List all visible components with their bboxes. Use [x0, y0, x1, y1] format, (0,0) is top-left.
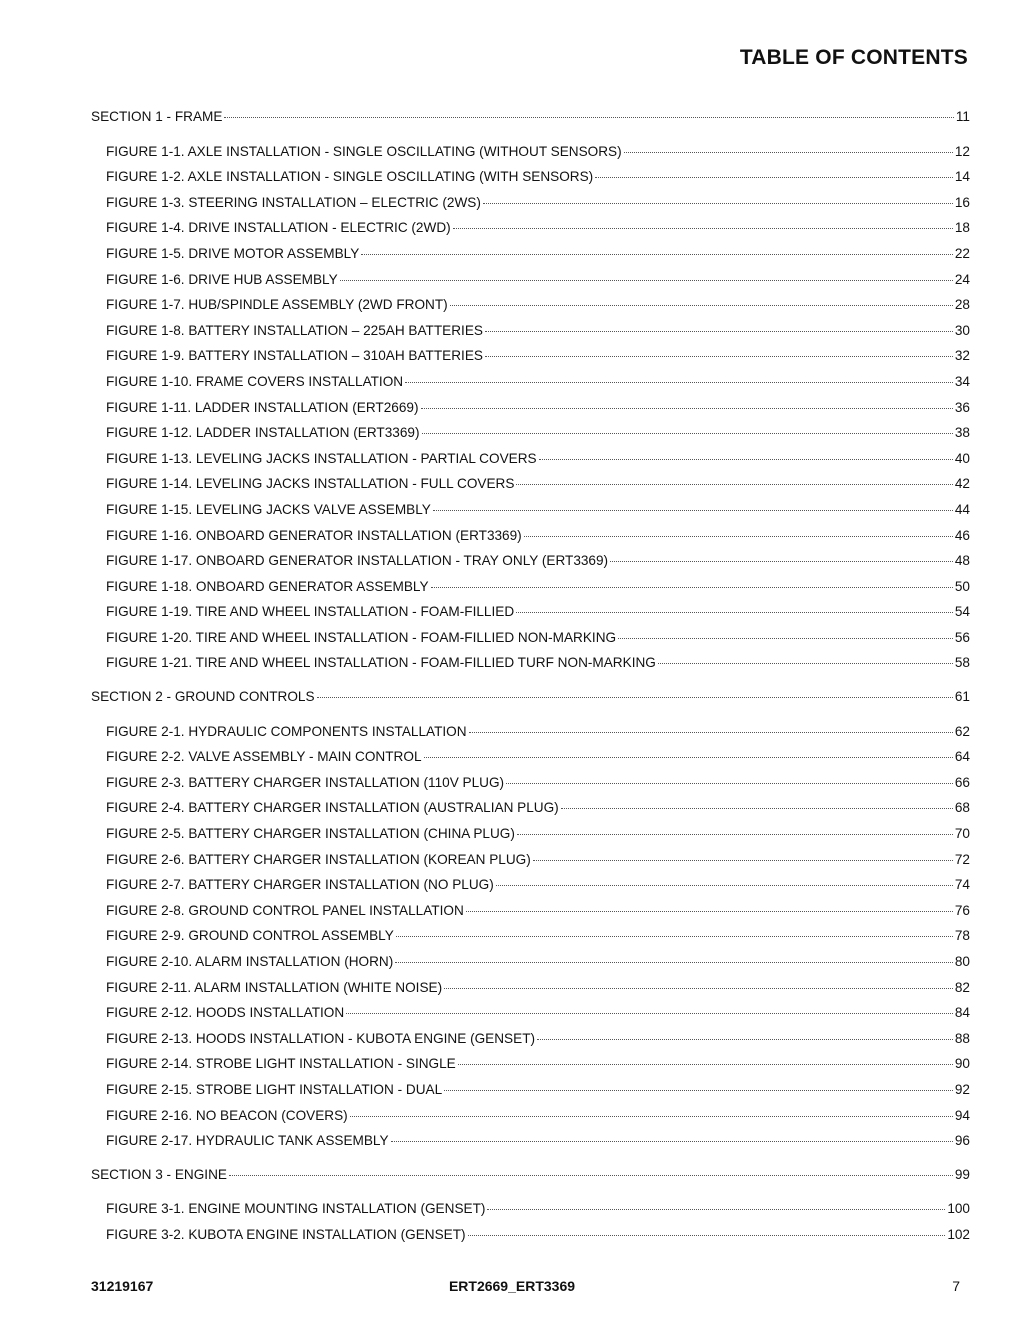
- toc-entry-label: FIGURE 2-3. BATTERY CHARGER INSTALLATION (110V PLUG): [106, 774, 505, 790]
- toc-figure-entry[interactable]: [91, 295, 970, 321]
- toc-entry-label: FIGURE 3-1. ENGINE MOUNTING INSTALLATION (GENSET): [106, 1201, 486, 1217]
- toc-figure-entry[interactable]: [91, 167, 970, 193]
- toc-entry-page-number: 102: [947, 1226, 970, 1242]
- dot-leader: [424, 757, 953, 758]
- dot-leader: [485, 356, 953, 357]
- toc-entry-page-number: 11: [955, 109, 970, 124]
- toc-entry-label: FIGURE 1-21. TIRE AND WHEEL INSTALLATION - FOAM-FILLIED TURF NON-MARKING: [106, 655, 656, 671]
- toc-figure-entry[interactable]: [91, 1225, 970, 1251]
- toc-entry-page-number: 80: [954, 954, 970, 969]
- dot-leader: [458, 1064, 953, 1065]
- toc-entry-label: FIGURE 1-6. DRIVE HUB ASSEMBLY: [106, 271, 338, 287]
- toc-figure-entry[interactable]: [91, 500, 970, 526]
- toc-entry-label: FIGURE 1-19. TIRE AND WHEEL INSTALLATION - FOAM-FILLIED: [106, 604, 515, 620]
- toc-figure-entry[interactable]: [91, 577, 970, 603]
- toc-entry-page-number: 30: [954, 322, 970, 338]
- dot-leader: [444, 988, 953, 989]
- toc-entry-label: FIGURE 1-10. FRAME COVERS INSTALLATION: [106, 373, 404, 389]
- toc-entry-label: FIGURE 1-17. ONBOARD GENERATOR INSTALLATION - TRAY ONLY (ERT3369): [106, 553, 609, 569]
- toc-figure-entry[interactable]: [91, 978, 970, 1004]
- toc-entry-page-number: 44: [954, 501, 970, 517]
- dot-leader: [517, 834, 953, 835]
- dot-leader: [624, 152, 953, 153]
- toc-entry-label: FIGURE 2-7. BATTERY CHARGER INSTALLATION (NO PLUG): [106, 877, 494, 893]
- toc-entry-label: FIGURE 1-12. LADDER INSTALLATION (ERT3369): [106, 425, 420, 441]
- dot-leader: [483, 203, 953, 204]
- toc-entry-page-number: 99: [954, 1166, 970, 1182]
- dot-leader: [431, 587, 953, 588]
- toc-figure-entry[interactable]: [91, 1080, 970, 1106]
- dot-leader: [468, 1235, 946, 1236]
- dot-leader: [346, 1013, 953, 1014]
- toc-entry-label: FIGURE 2-9. GROUND CONTROL ASSEMBLY: [106, 928, 394, 944]
- toc-figure-entry[interactable]: [91, 1029, 970, 1055]
- toc-figure-entry[interactable]: [91, 628, 970, 654]
- toc-entry-label: FIGURE 2-16. NO BEACON (COVERS): [106, 1107, 348, 1123]
- footer-doc-number: 31219167: [91, 1278, 154, 1294]
- dot-leader: [340, 280, 953, 281]
- toc-figure-entry[interactable]: [91, 142, 970, 168]
- toc-entry-page-number: 56: [954, 629, 970, 645]
- toc-entry-page-number: 66: [954, 774, 970, 790]
- toc-entry-label: FIGURE 1-14. LEVELING JACKS INSTALLATION - FULL COVERS: [106, 476, 515, 492]
- toc-figure-entry[interactable]: [91, 722, 970, 748]
- toc-figure-entry[interactable]: [91, 372, 970, 398]
- toc-entry-label: FIGURE 2-17. HYDRAULIC TANK ASSEMBLY: [106, 1133, 389, 1149]
- toc-entry-page-number: 70: [954, 826, 970, 842]
- toc-figure-entry[interactable]: [91, 449, 970, 475]
- dot-leader: [361, 254, 953, 255]
- dot-leader: [516, 484, 952, 485]
- dot-leader: [595, 177, 953, 178]
- toc-entry-label: FIGURE 1-18. ONBOARD GENERATOR ASSEMBLY: [106, 578, 429, 594]
- toc-entry-page-number: 76: [954, 902, 970, 918]
- toc-entry-label: FIGURE 1-7. HUB/SPINDLE ASSEMBLY (2WD FRONT): [106, 297, 448, 313]
- toc-entry-page-number: 62: [954, 723, 970, 739]
- toc-figure-entry[interactable]: [91, 244, 970, 270]
- toc-entry-page-number: 40: [954, 450, 970, 466]
- toc-entry-label: SECTION 1 - FRAME: [91, 109, 223, 124]
- toc-entry-label: FIGURE 2-13. HOODS INSTALLATION - KUBOTA ENGINE (GENSET): [106, 1030, 536, 1046]
- dot-leader: [516, 612, 953, 613]
- toc-entry-page-number: 36: [954, 399, 970, 415]
- toc-entry-page-number: 74: [954, 877, 970, 893]
- toc-entry-page-number: 54: [954, 604, 970, 620]
- toc-entry-label: FIGURE 1-9. BATTERY INSTALLATION – 310AH BATTERIES: [106, 348, 483, 364]
- toc-figure-entry[interactable]: [91, 1131, 970, 1157]
- dot-leader: [506, 783, 953, 784]
- dot-leader: [422, 433, 953, 434]
- toc-figure-entry[interactable]: [91, 218, 970, 244]
- toc-entry-label: FIGURE 2-6. BATTERY CHARGER INSTALLATION (KOREAN PLUG): [106, 851, 531, 867]
- toc-figure-entry[interactable]: [91, 1054, 970, 1080]
- toc-figure-entry[interactable]: [91, 526, 970, 552]
- toc-entry-page-number: 14: [954, 169, 970, 185]
- toc-figure-entry[interactable]: [91, 321, 970, 347]
- toc-entry-page-number: 92: [954, 1081, 970, 1097]
- dot-leader: [444, 1090, 953, 1091]
- toc-section-entry[interactable]: [91, 687, 970, 713]
- toc-figure-entry[interactable]: [91, 952, 970, 978]
- toc-figure-entry[interactable]: [91, 850, 970, 876]
- dot-leader: [658, 663, 953, 664]
- toc-entry-page-number: 34: [954, 373, 970, 389]
- toc-entry-label: FIGURE 1-4. DRIVE INSTALLATION - ELECTRIC (2WD): [106, 220, 451, 236]
- dot-leader: [524, 536, 953, 537]
- toc-figure-entry[interactable]: [91, 270, 970, 296]
- toc-entry-page-number: 88: [954, 1030, 970, 1046]
- toc-entry-page-number: 46: [954, 527, 970, 543]
- toc-entry-label: FIGURE 2-4. BATTERY CHARGER INSTALLATION (AUSTRALIAN PLUG): [106, 800, 559, 816]
- toc-entry-page-number: 38: [954, 425, 970, 441]
- toc-entry-page-number: 90: [954, 1056, 970, 1072]
- dot-leader: [496, 885, 953, 886]
- toc-entry-page-number: 84: [954, 1005, 970, 1021]
- toc-figure-entry[interactable]: [91, 798, 970, 824]
- dot-leader: [466, 911, 953, 912]
- page-title: TABLE OF CONTENTS: [739, 46, 968, 69]
- dot-leader: [450, 305, 953, 306]
- toc-entry-label: FIGURE 1-11. LADDER INSTALLATION (ERT2669): [106, 399, 419, 415]
- toc-entry-label: FIGURE 1-16. ONBOARD GENERATOR INSTALLATION (ERT3369): [106, 527, 522, 543]
- toc-entry-page-number: 58: [954, 655, 970, 671]
- toc-figure-entry[interactable]: [91, 747, 970, 773]
- toc-entry-label: FIGURE 1-8. BATTERY INSTALLATION – 225AH BATTERIES: [106, 322, 483, 338]
- dot-leader: [487, 1209, 945, 1210]
- toc-entry-page-number: 94: [954, 1107, 970, 1123]
- toc-entry-label: FIGURE 1-1. AXLE INSTALLATION - SINGLE OSCILLATING (WITHOUT SENSORS): [106, 143, 622, 159]
- toc-entry-page-number: 18: [954, 220, 970, 236]
- toc-entry-page-number: 78: [954, 928, 970, 944]
- toc-entry-label: FIGURE 1-15. LEVELING JACKS VALVE ASSEMBLY: [106, 501, 431, 517]
- toc-entry-label: SECTION 3 - ENGINE: [91, 1166, 227, 1182]
- dot-leader: [537, 1039, 953, 1040]
- toc-entry-page-number: 96: [954, 1133, 970, 1149]
- toc-entry-label: SECTION 2 - GROUND CONTROLS: [91, 689, 315, 705]
- toc-figure-entry[interactable]: [91, 474, 970, 500]
- toc-figure-entry[interactable]: [91, 824, 970, 850]
- toc-entry-page-number: 82: [954, 979, 970, 995]
- toc-figure-entry[interactable]: [91, 551, 970, 577]
- dot-leader: [229, 1175, 953, 1176]
- toc-entry-label: FIGURE 2-1. HYDRAULIC COMPONENTS INSTALLATION: [106, 723, 467, 739]
- footer-page-number: 7: [952, 1278, 960, 1294]
- dot-leader: [618, 638, 953, 639]
- toc-entry-page-number: 22: [954, 245, 970, 261]
- toc-entry-label: FIGURE 2-14. STROBE LIGHT INSTALLATION - SINGLE: [106, 1056, 456, 1072]
- toc-figure-entry[interactable]: [91, 423, 970, 449]
- toc-figure-entry[interactable]: [91, 901, 970, 927]
- toc-figure-entry[interactable]: [91, 1199, 970, 1225]
- toc-entry-page-number: 28: [954, 297, 970, 313]
- footer-model: ERT2669_ERT3369: [448, 1278, 576, 1294]
- dot-leader: [405, 382, 953, 383]
- toc-entry-label: FIGURE 2-2. VALVE ASSEMBLY - MAIN CONTROL: [106, 749, 422, 765]
- toc-entry-page-number: 64: [954, 749, 970, 765]
- dot-leader: [610, 561, 953, 562]
- toc-section-entry[interactable]: [91, 107, 970, 133]
- toc-entry-page-number: 16: [954, 194, 970, 210]
- toc-entry-label: FIGURE 1-20. TIRE AND WHEEL INSTALLATION - FOAM-FILLIED NON-MARKING: [106, 629, 617, 645]
- toc-entry-page-number: 48: [954, 553, 970, 569]
- dot-leader: [485, 331, 953, 332]
- toc-section-entry[interactable]: [91, 1165, 970, 1191]
- toc-entry-label: FIGURE 2-8. GROUND CONTROL PANEL INSTALLATION: [106, 902, 464, 918]
- toc-figure-entry[interactable]: [91, 875, 970, 901]
- dot-leader: [395, 962, 953, 963]
- toc-entry-label: FIGURE 1-13. LEVELING JACKS INSTALLATION - PARTIAL COVERS: [106, 450, 537, 466]
- toc-entry-page-number: 12: [954, 143, 970, 159]
- dot-leader: [317, 697, 953, 698]
- dot-leader: [350, 1116, 953, 1117]
- toc-figure-entry[interactable]: [91, 1003, 970, 1029]
- toc-entry-label: FIGURE 2-10. ALARM INSTALLATION (HORN): [106, 954, 394, 969]
- toc-entry-page-number: 61: [954, 689, 970, 705]
- dot-leader: [433, 510, 953, 511]
- toc-entry-page-number: 24: [954, 271, 970, 287]
- dot-leader: [224, 117, 953, 118]
- dot-leader: [453, 228, 953, 229]
- dot-leader: [533, 860, 953, 861]
- dot-leader: [391, 1141, 953, 1142]
- toc-entry-page-number: 68: [954, 800, 970, 816]
- toc-figure-entry[interactable]: [91, 1106, 970, 1132]
- toc-entry-label: FIGURE 2-11. ALARM INSTALLATION (WHITE NOISE): [106, 979, 443, 995]
- toc-figure-entry[interactable]: [91, 398, 970, 424]
- dot-leader: [396, 936, 953, 937]
- table-of-contents: [91, 107, 970, 1251]
- toc-entry-page-number: 50: [954, 578, 970, 594]
- toc-entry-label: FIGURE 3-2. KUBOTA ENGINE INSTALLATION (GENSET): [106, 1226, 466, 1242]
- toc-entry-page-number: 72: [954, 851, 970, 867]
- dot-leader: [561, 808, 953, 809]
- dot-leader: [469, 732, 953, 733]
- toc-entry-page-number: 100: [947, 1201, 970, 1217]
- toc-figure-entry[interactable]: [91, 602, 970, 628]
- toc-entry-page-number: 32: [954, 348, 970, 364]
- toc-entry-label: FIGURE 1-3. STEERING INSTALLATION – ELECTRIC (2WS): [106, 194, 481, 210]
- toc-figure-entry[interactable]: [91, 193, 970, 219]
- toc-entry-label: FIGURE 2-15. STROBE LIGHT INSTALLATION - DUAL: [106, 1081, 443, 1097]
- toc-figure-entry[interactable]: [91, 773, 970, 799]
- toc-entry-page-number: 42: [954, 476, 970, 492]
- toc-entry-label: FIGURE 1-5. DRIVE MOTOR ASSEMBLY: [106, 245, 360, 261]
- toc-figure-entry[interactable]: [91, 653, 970, 679]
- toc-entry-label: FIGURE 2-12. HOODS INSTALLATION: [106, 1005, 345, 1021]
- dot-leader: [539, 459, 953, 460]
- dot-leader: [421, 408, 953, 409]
- toc-entry-label: FIGURE 1-2. AXLE INSTALLATION - SINGLE OSCILLATING (WITH SENSORS): [106, 169, 594, 185]
- toc-entry-label: FIGURE 2-5. BATTERY CHARGER INSTALLATION (CHINA PLUG): [106, 826, 515, 842]
- toc-figure-entry[interactable]: [91, 346, 970, 372]
- toc-figure-entry[interactable]: [91, 926, 970, 952]
